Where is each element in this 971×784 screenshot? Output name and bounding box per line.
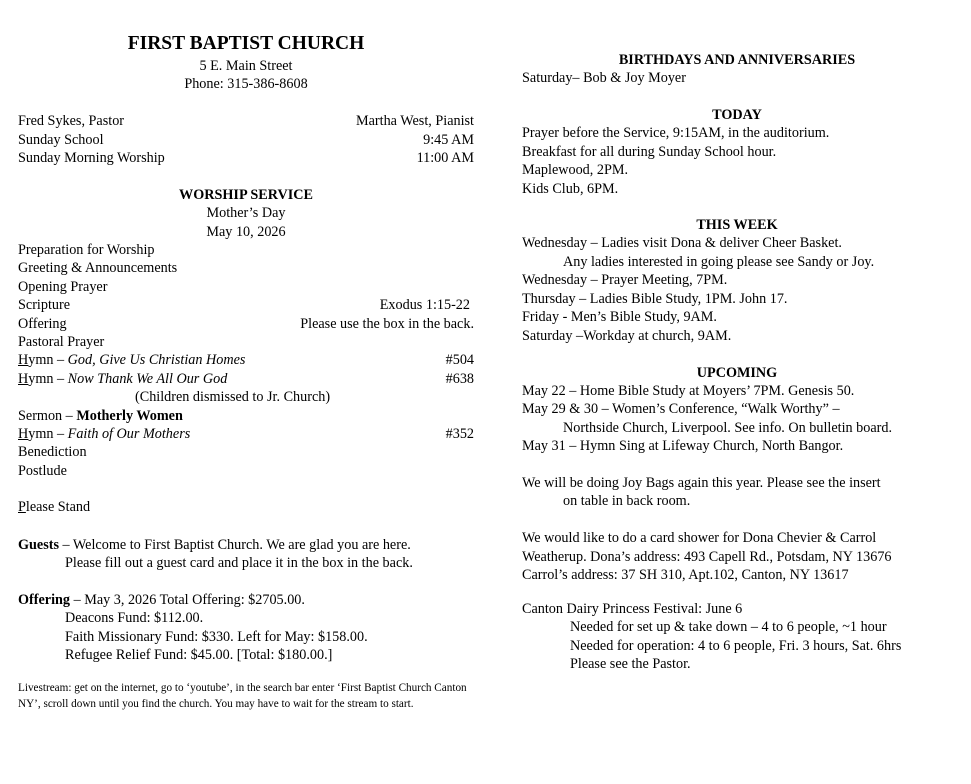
hymn-3-prefix: ymn – — [28, 426, 68, 442]
order-postlude: Postlude — [18, 463, 67, 479]
upcoming-item: Northside Church, Liverpool. See info. On bulletin board. — [563, 420, 893, 436]
please-stand-rest: lease Stand — [25, 499, 91, 515]
church-phone: Phone: 315-386-8608 — [184, 76, 308, 92]
dairy-festival-line-2: Needed for set up & take down – 4 to 6 people, ~1 hour — [570, 619, 887, 635]
order-greeting: Greeting & Announcements — [18, 260, 178, 276]
church-name: FIRST BAPTIST CHURCH — [127, 33, 365, 54]
order-opening-prayer: Opening Prayer — [18, 279, 108, 295]
order-scripture — [18, 296, 474, 314]
order-offering — [18, 315, 474, 333]
upcoming-heading: UPCOMING — [696, 365, 778, 381]
this-week-item: Wednesday – Prayer Meeting, 7PM. — [522, 272, 728, 288]
upcoming-item: May 22 – Home Bible Study at Moyers’ 7PM. Genesis 50. — [522, 383, 855, 399]
worship-date: May 10, 2026 — [206, 224, 286, 240]
offering-deacons-fund: Deacons Fund: $112.00. — [65, 610, 204, 626]
order-benediction: Benediction — [18, 444, 87, 460]
offering-total: – May 3, 2026 Total Offering: $2705.00. — [70, 592, 305, 608]
worship-label: Sunday Morning Worship — [18, 150, 165, 166]
this-week-item: Thursday – Ladies Bible Study, 1PM. John 17. — [522, 291, 788, 307]
today-item: Maplewood, 2PM. — [522, 162, 629, 178]
guests-line-2: Please fill out a guest card and place it in the box in the back. — [65, 555, 413, 571]
order-hymn-2 — [18, 370, 474, 388]
hymn-2-title: Now Thank We All Our God — [67, 371, 228, 387]
livestream-note: Livestream: get on the internet, go to ‘youtube’, in the search bar enter ‘First Baptist Church Canton NY’, scroll down until you find the church. You may have to wait for the stream to start. — [18, 682, 467, 710]
hymn-3-number: #352 — [445, 426, 474, 442]
today-item: Kids Club, 6PM. — [522, 181, 619, 197]
joy-bags-line-2: on table in back room. — [563, 493, 691, 509]
hymn-1-number: #504 — [445, 352, 474, 368]
worship-service-heading: WORSHIP SERVICE — [179, 187, 313, 203]
sermon-title: Motherly Women — [76, 408, 183, 424]
pastor-name: Fred Sykes, Pastor — [18, 113, 125, 129]
hymn-2-number: #638 — [445, 371, 474, 387]
this-week-item: Any ladies interested in going please see Sandy or Joy. — [563, 254, 875, 270]
card-shower-line-3: Carrol’s address: 37 SH 310, Apt.102, Canton, NY 13617 — [522, 567, 849, 583]
today-item: Prayer before the Service, 9:15AM, in the auditorium. — [522, 125, 830, 141]
guests-welcome: – Welcome to First Baptist Church. We are glad you are here. — [59, 537, 411, 553]
dairy-festival-line-4: Please see the Pastor. — [570, 656, 691, 672]
offering-label: Offering — [18, 316, 67, 332]
worship-occasion: Mother’s Day — [206, 205, 286, 221]
scripture-reference: Exodus 1:15-22 — [379, 297, 470, 313]
church-address: 5 E. Main Street — [199, 58, 293, 74]
offering-refugee-fund: Refugee Relief Fund: $45.00. [Total: $180.00.] — [65, 647, 333, 663]
birthdays-line-1: Saturday– Bob & Joy Moyer — [522, 70, 686, 86]
birthdays-heading: BIRTHDAYS AND ANNIVERSARIES — [618, 52, 856, 68]
order-preparation: Preparation for Worship — [18, 242, 155, 258]
order-pastoral-prayer: Pastoral Prayer — [18, 334, 105, 350]
hymn-1-prefix: ymn – — [28, 352, 68, 368]
children-dismissed-note: (Children dismissed to Jr. Church) — [135, 389, 331, 405]
staff-row-pastor — [18, 112, 474, 130]
offering-report-line-1 — [18, 591, 474, 609]
offering-note: Please use the box in the back. — [300, 316, 474, 332]
this-week-item: Saturday –Workday at church, 9AM. — [522, 328, 732, 344]
this-week-item: Wednesday – Ladies visit Dona & deliver Cheer Basket. — [522, 235, 842, 251]
upcoming-item: May 29 & 30 – Women’s Conference, “Walk Worthy” – — [522, 401, 840, 417]
today-item: Breakfast for all during Sunday School hour. — [522, 144, 777, 160]
hymn-1-initial: H — [18, 352, 29, 368]
hymn-2-prefix: ymn – — [28, 371, 68, 387]
hymn-1-title: God, Give Us Christian Homes — [67, 352, 246, 368]
upcoming-item: May 31 – Hymn Sing at Lifeway Church, North Bangor. — [522, 438, 844, 454]
guests-line-1 — [18, 536, 474, 554]
order-hymn-3 — [18, 425, 474, 443]
this-week-heading: THIS WEEK — [696, 217, 778, 233]
this-week-item: Friday - Men’s Bible Study, 9AM. — [522, 309, 717, 325]
dairy-festival-line-3: Needed for operation: 4 to 6 people, Fri. 3 hours, Sat. 6hrs — [570, 638, 902, 654]
sunday-school-time: 9:45 AM — [423, 132, 474, 148]
dairy-festival-line-1: Canton Dairy Princess Festival: June 6 — [522, 601, 743, 617]
please-stand-note — [18, 498, 474, 516]
sermon-label: Sermon – — [18, 408, 77, 424]
worship-time: 11:00 AM — [416, 150, 474, 166]
offering-report-label: Offering — [18, 592, 71, 608]
today-heading: TODAY — [712, 107, 762, 123]
hymn-3-title: Faith of Our Mothers — [67, 426, 191, 442]
order-sermon — [18, 407, 474, 425]
pianist-name: Martha West, Pianist — [356, 113, 474, 129]
card-shower-line-1: We would like to do a card shower for Dona Chevier & Carrol — [522, 530, 877, 546]
card-shower-line-2: Weatherup. Dona’s address: 493 Capell Rd., Potsdam, NY 13676 — [522, 549, 892, 565]
sunday-school-label: Sunday School — [18, 132, 104, 148]
offering-missionary-fund: Faith Missionary Fund: $330. Left for May: $158.00. — [65, 629, 368, 645]
scripture-label: Scripture — [18, 297, 71, 313]
please-stand-initial: P — [18, 499, 26, 515]
guests-label: Guests — [18, 537, 59, 553]
joy-bags-line-1: We will be doing Joy Bags again this year. Please see the insert — [522, 475, 881, 491]
hymn-2-initial: H — [18, 371, 29, 387]
hymn-3-initial: H — [18, 426, 29, 442]
staff-row-worship — [18, 149, 474, 167]
staff-row-sunday-school — [18, 131, 474, 149]
order-hymn-1 — [18, 351, 474, 369]
